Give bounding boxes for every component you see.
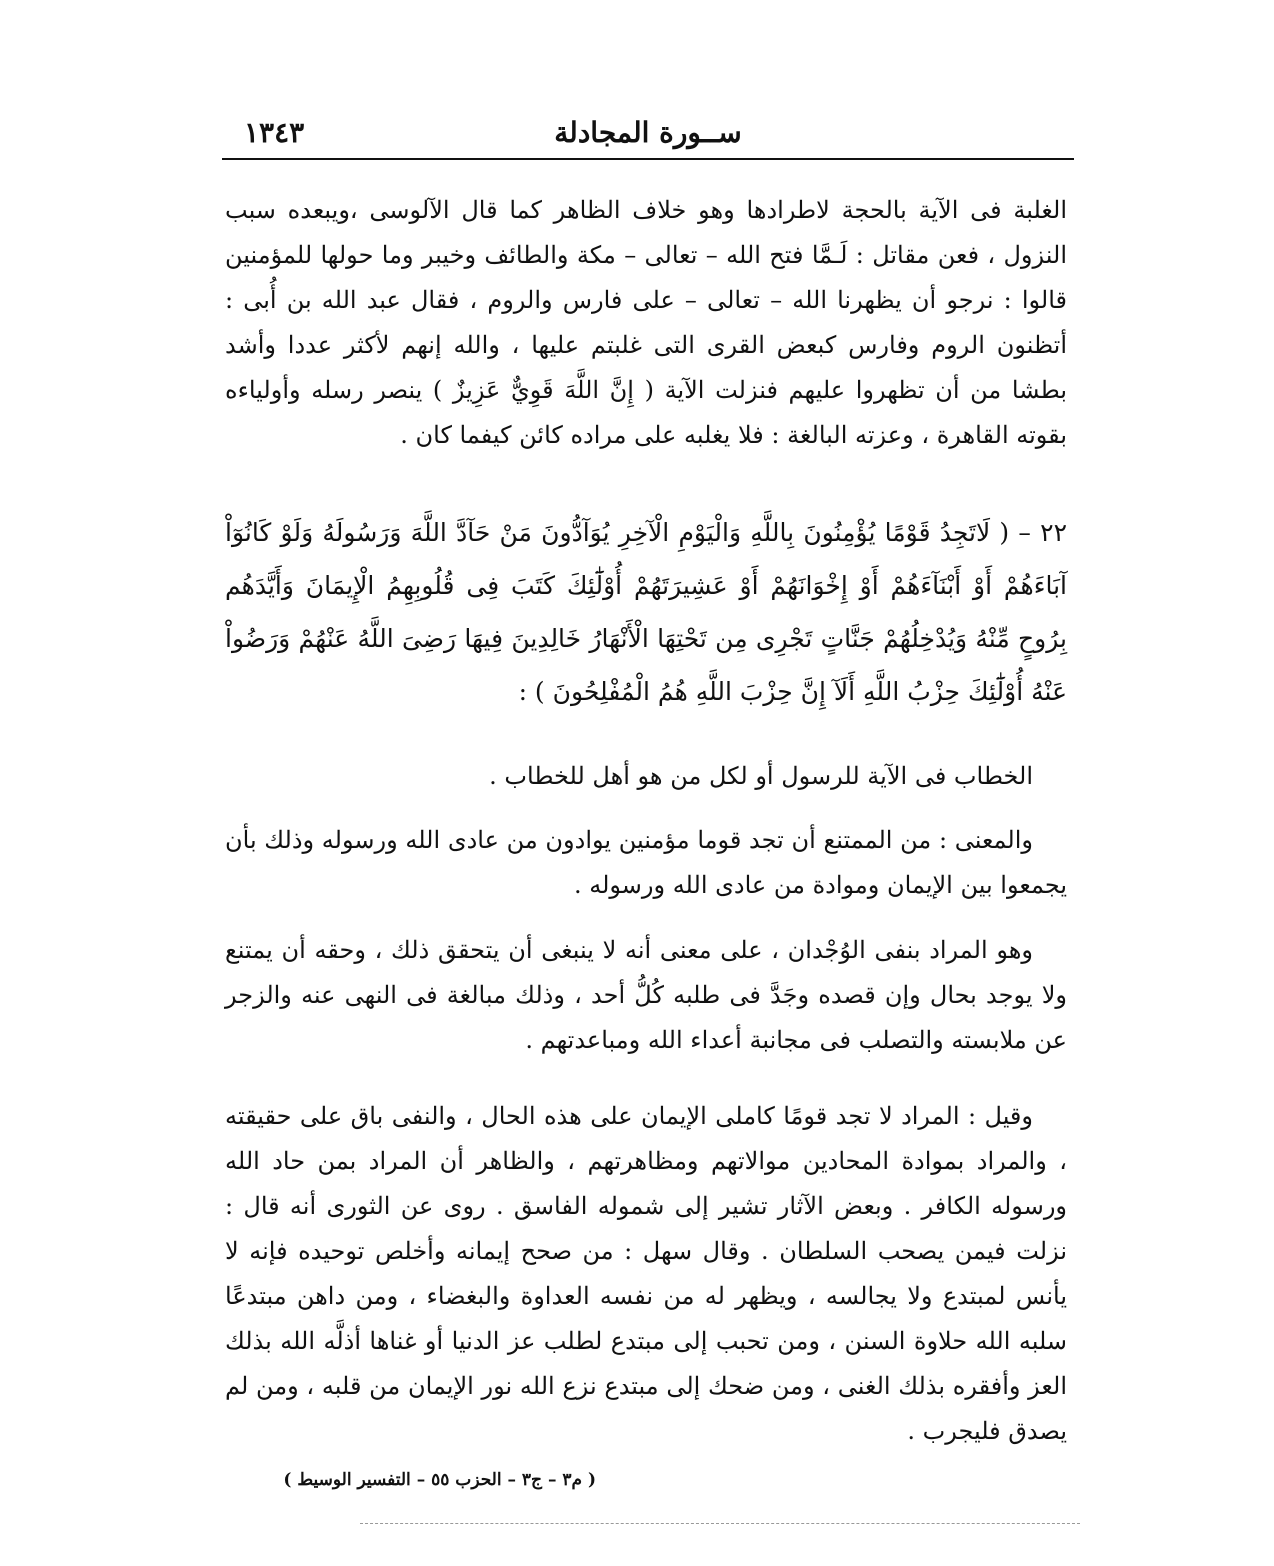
paragraph-intro: الغلبة فى الآية بالحجة لاطرادها وهو خلاف الظاهر كما قال الآلوسى ،ويبعده سبب النزول ، فعن مقاتل : لَـمَّا فتح الله – تعالى – مكة والطائف وخيبر وما حولها للمؤمنين قالوا : نرجو أن يظهرنا الله – تعالى – على فارس والروم ، فقال عبد الله بن أُبى : أتظنون الروم وفارس كبعض القرى التى غلبتم عليها ، والله إنهم لأكثر عددا وأشد بطشا من أن تظهروا عليهم فنزلت الآية ( إِنَّ اللَّهَ قَوِيٌّ عَزِيزٌ ) ينصر رسله وأولياءه بقوته القاهرة ، وعزته البالغة : فلا يغلبه على مراده كائن كيفما كان .	[225, 196, 1068, 449]
paragraph-negation: وهو المراد بنفى الوُجْدان ، على معنى أنه لا ينبغى أن يتحقق ذلك ، وحقه أن يمتنع ولا يوجد بحال وإن قصده وجَدَّ فى طلبه كُلُّ أحد ، وذلك مبالغة فى النهى عنه والزجر عن ملابسته والتصلب فى مجانبة أعداء الله ومباعدتهم .	[225, 936, 1067, 1054]
surah-title: ســورة المجادلة	[554, 116, 742, 149]
quran-verse-22: ٢٢ – ( لَاتَجِدُ قَوْمًا يُؤْمِنُونَ بِاللَّهِ وَالْيَوْمِ الْآخِرِ يُوَآدُّونَ مَنْ حَآدَّ اللَّهَ وَرَسُولَهُ وَلَوْ كَانُوٓاْ آبَاءَهُمْ أَوْ أَبْنَآءَهُمْ أَوْ إِخْوَانَهُمْ أَوْ عَشِيرَتَهُمْ أُوْلَٰٓئِكَ كَتَبَ فِى قُلُوبِهِمُ الْإِيمَانَ وَأَيَّدَهُم بِرُوحٍ مِّنْهُ وَيُدْخِلُهُمْ جَنَّاتٍ تَجْرِى مِن تَحْتِهَا الْأَنْهَارُ خَالِدِينَ فِيهَا رَضِىَ اللَّهُ عَنْهُمْ وَرَضُواْ عَنْهُ أُوْلَٰٓئِكَ حِزْبُ اللَّهِ أَلَآ إِنَّ حِزْبَ اللَّهِ هُمُ الْمُفْلِحُونَ ) :	[225, 518, 1067, 706]
paragraph-opinions: وقيل : المراد لا تجد قومًا كاملى الإيمان على هذه الحال ، والنفى باق على حقيقته ، والمراد بموادة المحادين موالاتهم ومظاهرتهم ، والظاهر أن المراد بمن حاد الله ورسوله الكافر . وبعض الآثار تشير إلى شموله الفاسق . روى عن الثورى أنه قال : نزلت فيمن يصحب السلطان . وقال سهل : من صحح إيمانه وأخلص توحيده فإنه لا يأنس لمبتدع ولا يجالسه ، ويظهر له من نفسه العداوة والبغضاء ، ومن داهن مبتدعًا سلبه الله حلاوة السنن ، ومن تحبب إلى مبتدع لطلب عز الدنيا أو غناها أذلَّه الله بذلك العز وأفقره بذلك الغنى ، ومن ضحك إلى مبتدع نزع الله نور الإيمان من قلبه ، ومن لم يصدق فليجرب .	[225, 1102, 1067, 1445]
footer-divider	[360, 1523, 1080, 1525]
page-body	[225, 188, 1067, 1454]
page-header	[222, 116, 1074, 160]
page-number: ١٣٤٣	[244, 116, 305, 149]
paragraph-meaning: والمعنى : من الممتنع أن تجد قوما مؤمنين يوادون من عادى الله ورسوله وذلك بأن يجمعوا بين الإيمان وموادة من عادى الله ورسوله .	[225, 826, 1067, 899]
footer-signature: ( م٣ – ج٣ – الحزب ٥٥ – التفسير الوسيط )	[283, 1470, 596, 1490]
paragraph-address: الخطاب فى الآية للرسول أو لكل من هو أهل للخطاب .	[489, 762, 1033, 790]
